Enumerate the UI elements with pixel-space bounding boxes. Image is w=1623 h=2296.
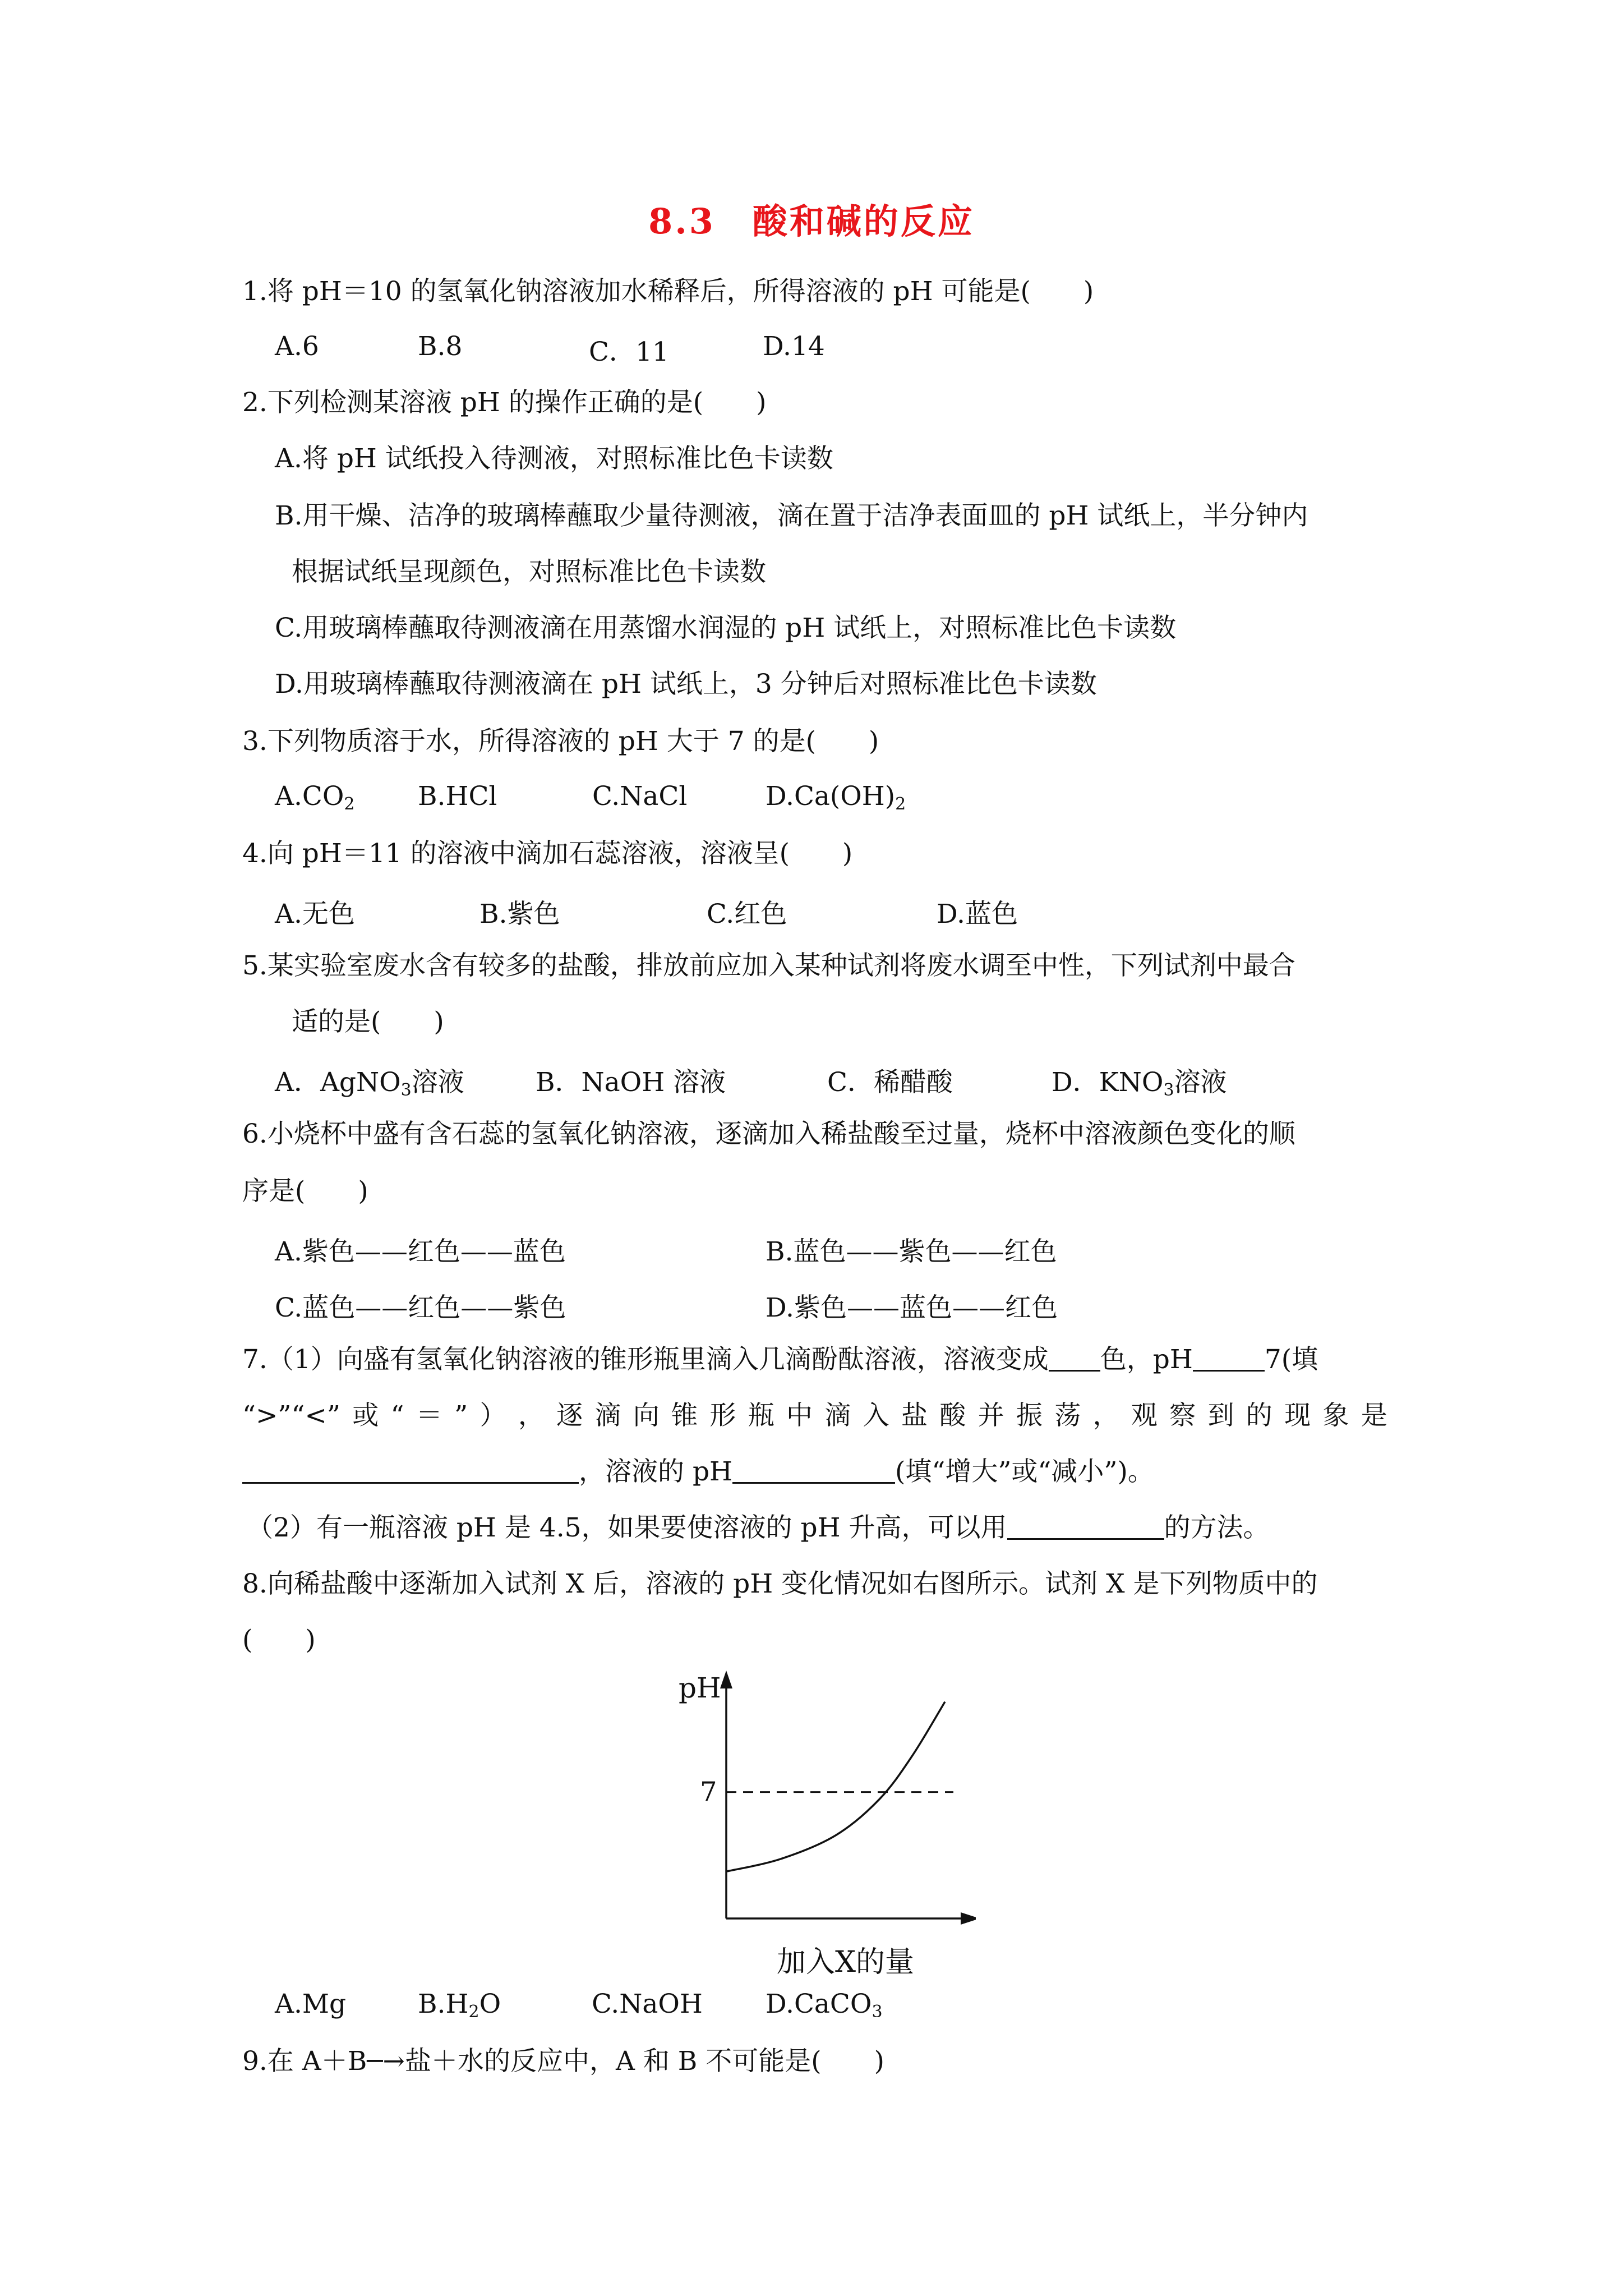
question-7-part-1-line-2 (242, 1399, 1387, 1433)
option-b: $B.H_2O$ (418, 1989, 501, 2022)
y-axis-arrow (720, 1671, 732, 1688)
q7-line2-fragment: ” (454, 1400, 468, 1431)
answer-blank-method[interactable] (1007, 1512, 1164, 1540)
question-4-stem: 4.向 pH＝11 的溶液中滴加石蕊溶液，溶液呈( ) (242, 838, 853, 869)
question-6-stem-continued: 序是( ) (242, 1176, 368, 1207)
question-2-option-d: D.用玻璃棒蘸取待测液滴在 pH 试纸上，3 分钟后对照标准比色卡读数 (275, 669, 1097, 700)
question-2-stem: 2.下列检测某溶液 pH 的操作正确的是( ) (242, 387, 767, 418)
q7-line2-fragment: “ (390, 1400, 404, 1431)
option-d: D.蓝色 (937, 899, 1018, 930)
page-title: 8.3 酸和碱的反应 (648, 201, 975, 242)
question-2-option-c: C.用玻璃棒蘸取待测液滴在用蒸馏水润湿的 pH 试纸上，对照标准比色卡读数 (275, 613, 1177, 643)
ph-curve (726, 1702, 945, 1872)
option-a: A.Mg (275, 1989, 347, 2019)
q7-line2-fragment: 入 (863, 1400, 889, 1431)
option-c: C.蓝色——红色——紫色 (275, 1292, 566, 1323)
answer-blank-ph-compare[interactable] (1193, 1344, 1265, 1372)
q7-line2-fragment: 盐 (901, 1400, 928, 1431)
option-d: D.CaCO$_3$ (766, 1989, 883, 2022)
question-1-stem: 1.将 pH＝10 的氢氧化钠溶液加水稀释后，所得溶液的 pH 可能是( ) (242, 276, 1094, 307)
question-8-stem: 8.向稀盐酸中逐渐加入试剂 X 后，溶液的 pH 变化情况如右图所示。试剂 X 是下列物质中的 (242, 1568, 1318, 1599)
q7-line2-fragment: 形 (709, 1400, 736, 1431)
question-2-option-a: A.将 pH 试纸投入待测液，对照标准比色卡读数 (275, 443, 833, 474)
question-5-stem: 5.某实验室废水含有较多的盐酸，排放前应加入某种试剂将废水调至中性，下列试剂中最合 (242, 950, 1295, 981)
option-c: C.红色 (707, 899, 787, 930)
answer-blank-observation[interactable] (242, 1456, 579, 1484)
option-c: C．11 (589, 337, 669, 367)
question-7-part-2: （2）有一瓶溶液 pH 是 4.5，如果要使溶液的 pH 升高，可以用 的方法。 (247, 1512, 1270, 1543)
option-b: B．NaOH 溶液 (536, 1067, 726, 1098)
q7-line2-fragment: 中 (786, 1400, 813, 1431)
q7-line2-fragment: ， (1092, 1400, 1119, 1431)
question-8-stem-continued: ( ) (242, 1625, 316, 1655)
q7-line2-fragment: 荡 (1054, 1400, 1081, 1431)
q7-line2-fragment: ， (518, 1400, 545, 1431)
q7-line2-fragment: 瓶 (748, 1400, 774, 1431)
x-axis-arrow (961, 1912, 976, 1925)
option-a: A.6 (275, 331, 319, 362)
q7-line2-fragment: 象 (1322, 1400, 1349, 1431)
q7-line2-fragment: 察 (1169, 1400, 1196, 1431)
q7-line2-fragment: 现 (1284, 1400, 1311, 1431)
q7-line2-fragment: 并 (978, 1400, 1004, 1431)
option-c: C．稀醋酸 (827, 1067, 953, 1098)
q7-line2-fragment: 观 (1131, 1400, 1158, 1431)
question-6-stem: 6.小烧杯中盛有含石蕊的氢氧化钠溶液，逐滴加入稀盐酸至过量，烧杯中溶液颜色变化的顺 (242, 1119, 1295, 1149)
q7-line2-fragment: 逐 (556, 1400, 583, 1431)
option-d: D.14 (763, 331, 825, 362)
x-axis-label: 加入X的量 (777, 1945, 915, 1979)
option-b: B.蓝色——紫色——红色 (766, 1236, 1057, 1267)
question-9-stem: 9.在 A＋B─→盐＋水的反应中，A 和 B 不可能是( ) (242, 2046, 884, 2077)
q7-line2-fragment: “>”“<” (242, 1400, 340, 1431)
option-a: A．AgNO$_3$溶液 (275, 1067, 464, 1100)
q7-line2-fragment: 的 (1246, 1400, 1272, 1431)
option-b: B.8 (418, 331, 463, 362)
q7-line2-fragment: 振 (1016, 1400, 1043, 1431)
ph-curve-chart (662, 1666, 976, 1980)
option-a: A.紫色——红色——蓝色 (275, 1236, 566, 1267)
option-d: D．$KNO_3$溶液 (1052, 1067, 1227, 1100)
question-3-stem: 3.下列物质溶于水，所得溶液的 pH 大于 7 的是( ) (242, 726, 879, 757)
q7-line2-fragment: 到 (1207, 1400, 1234, 1431)
question-2-option-b: B.用干燥、洁净的玻璃棒蘸取少量待测液，滴在置于洁净表面皿的 pH 试纸上，半分钟内 (275, 500, 1308, 531)
option-d: D.紫色——蓝色——红色 (766, 1292, 1058, 1323)
option-c: C.NaCl (592, 781, 688, 812)
option-b: B.HCl (418, 781, 497, 812)
option-a: $A.CO_2$ (275, 781, 355, 814)
option-c: C.NaOH (592, 1989, 703, 2019)
option-b: B.紫色 (479, 899, 560, 930)
q7-line2-fragment: 滴 (594, 1400, 621, 1431)
question-7-part-1-line-3: ，溶液的 pH (填“增大”或“减小”)。 (242, 1455, 1154, 1489)
y-axis-label: pH (679, 1672, 721, 1704)
question-5-stem-continued: 适的是( ) (292, 1006, 444, 1037)
q7-line2-fragment: 是 (1361, 1400, 1387, 1431)
answer-blank-ph-change[interactable] (732, 1456, 895, 1484)
q7-line2-fragment: 或 (352, 1400, 379, 1431)
chart-axes (720, 1671, 976, 1925)
q7-line2-fragment: ） (479, 1400, 506, 1431)
y-tick-label-7: 7 (700, 1776, 717, 1808)
q7-line2-fragment: 酸 (939, 1400, 966, 1431)
q7-line2-fragment: ＝ (416, 1400, 442, 1431)
question-7-part-1-line-1: 7.（1）向盛有氢氧化钠溶液的锥形瓶里滴入几滴酚酞溶液，溶液变成 色，pH 7(填 (242, 1344, 1318, 1375)
question-2-option-b-continued: 根据试纸呈现颜色，对照标准比色卡读数 (292, 556, 766, 587)
q7-line2-fragment: 向 (633, 1400, 660, 1431)
q7-line2-fragment: 锥 (671, 1400, 698, 1431)
answer-blank-color[interactable] (1049, 1344, 1100, 1372)
q7-line2-fragment: 滴 (824, 1400, 851, 1431)
option-d: $D.Ca(OH)_2$ (766, 781, 906, 814)
option-a: A.无色 (275, 899, 355, 930)
